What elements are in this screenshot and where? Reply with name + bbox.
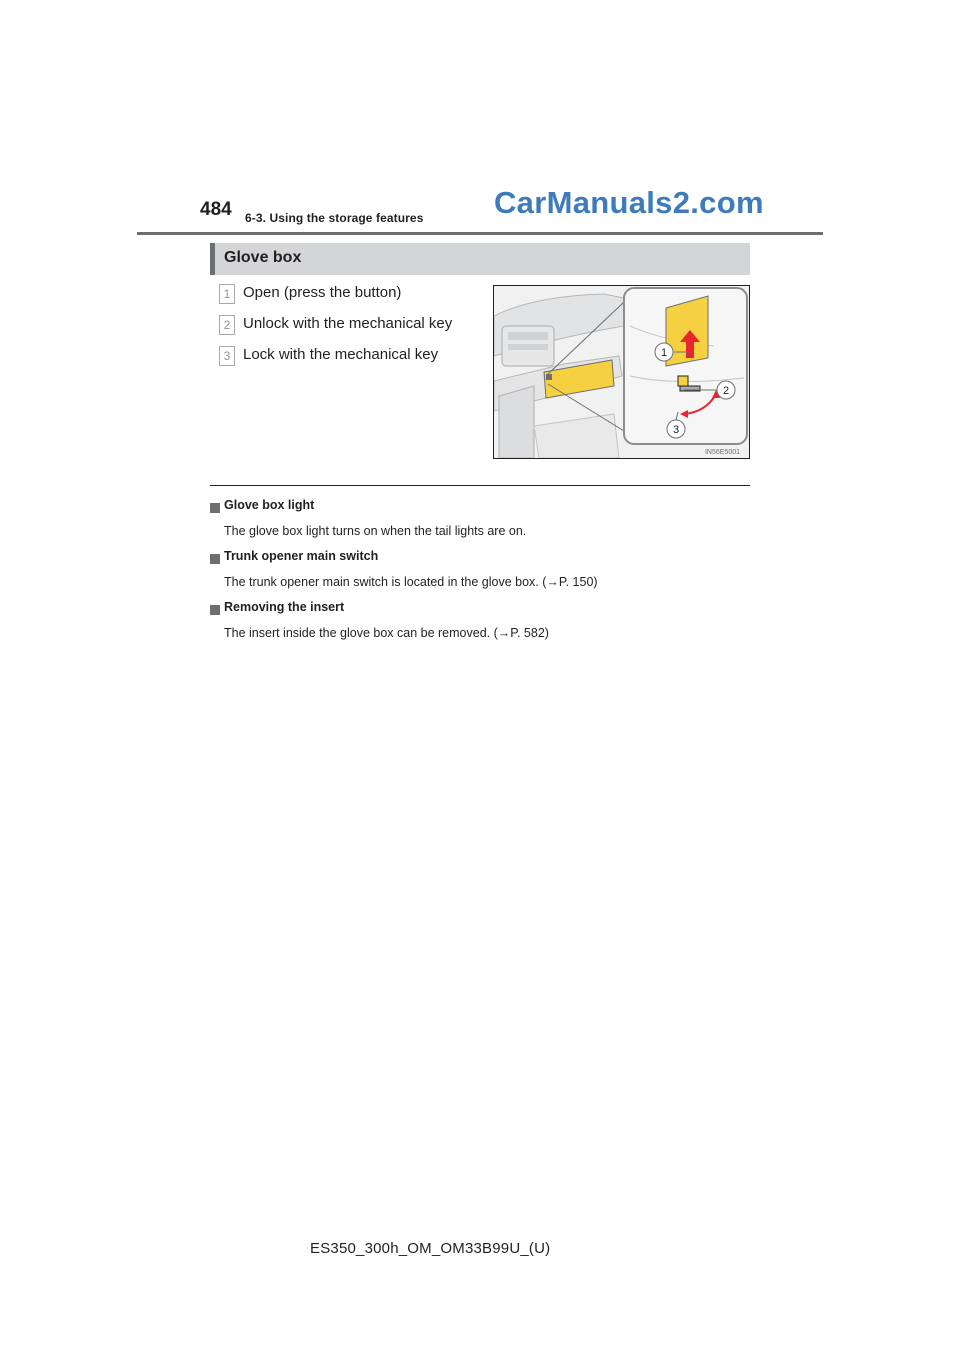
glove-box-illustration <box>494 286 749 458</box>
section-title: 6-3. Using the storage features <box>245 211 424 225</box>
note-title: Glove box light <box>224 498 315 512</box>
note-body: The insert inside the glove box can be removed. (→P. 582) <box>224 626 549 640</box>
step-text: Unlock with the mechanical key <box>243 315 453 332</box>
heading-title: Glove box <box>224 249 302 266</box>
watermark-logo: CarManuals2.com <box>494 185 764 220</box>
note-title: Trunk opener main switch <box>224 549 379 563</box>
step-number: 1 <box>219 284 235 304</box>
step-number: 3 <box>219 346 235 366</box>
step-text: Lock with the mechanical key <box>243 346 439 363</box>
step-number: 2 <box>219 315 235 335</box>
header-divider <box>137 232 823 235</box>
heading-bar <box>210 243 750 275</box>
heading-accent <box>210 243 215 275</box>
note-title: Removing the insert <box>224 600 345 614</box>
note-bullet-icon <box>210 503 220 513</box>
note-bullet-icon <box>210 554 220 564</box>
note-bullet-icon <box>210 605 220 615</box>
page-number: 484 <box>200 199 232 220</box>
footer-doc-code: ES350_300h_OM_OM33B99U_(U) <box>310 1240 551 1257</box>
glove-box-figure <box>493 285 750 459</box>
callout-label-1: 1 <box>660 347 668 359</box>
step-text: Open (press the button) <box>243 284 402 301</box>
callout-label-2: 2 <box>722 385 730 397</box>
note-body: The glove box light turns on when the tail lights are on. <box>224 524 527 538</box>
callout-label-3: 3 <box>672 424 680 436</box>
note-body: The trunk opener main switch is located in the glove box. (→P. 150) <box>224 575 598 589</box>
figure-code: IN56E5001 <box>704 449 740 456</box>
section-divider <box>210 485 750 486</box>
